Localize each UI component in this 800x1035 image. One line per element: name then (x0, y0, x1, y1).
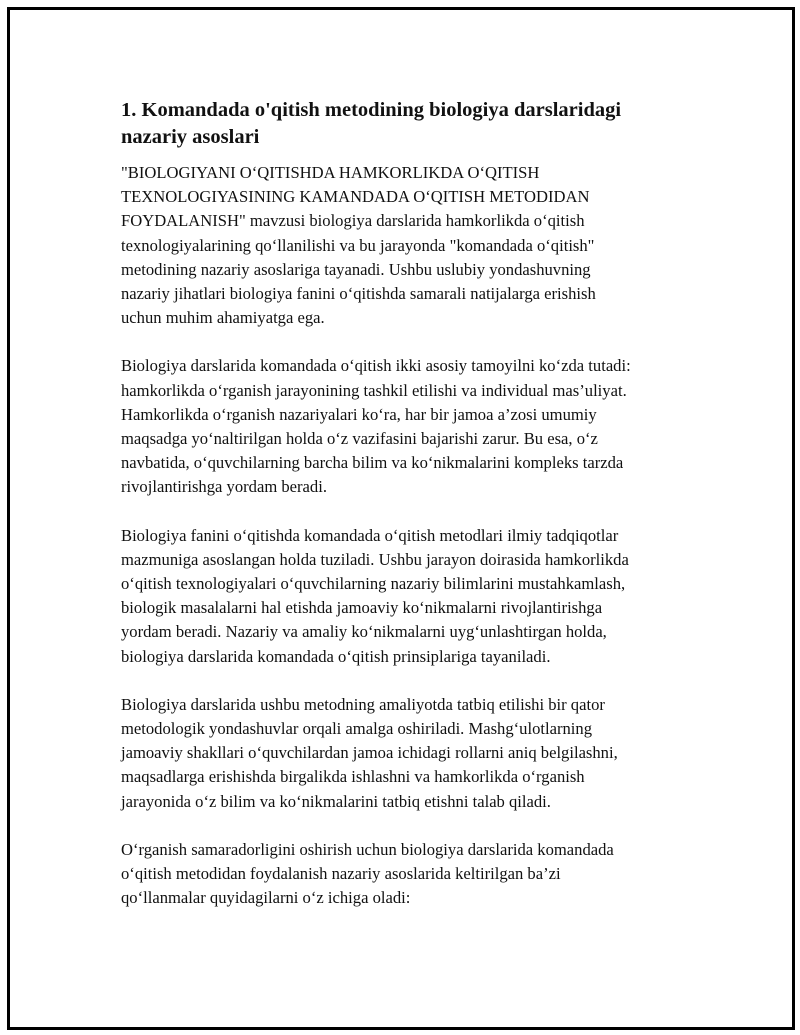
paragraph-line: rivojlantirishga yordam beradi. (121, 477, 327, 497)
paragraph (121, 161, 681, 330)
paragraph-line: biologik masalalarni hal etishda jamoaviy ko‘nikmalarni rivojlantirishga (121, 598, 603, 618)
paragraph-line: biologiya darslarida komandada o‘qitish prinsiplariga tayaniladi. (121, 646, 551, 666)
paragraph-line: maqsadga yo‘naltirilgan holda o‘z vazifasini bajarishi zarur. Bu esa, o‘z (121, 429, 598, 449)
paragraph-line: Biologiya darslarida ushbu metodning amaliyotda tatbiq etilishi bir qator (121, 694, 605, 714)
paragraph (121, 693, 681, 814)
paragraph-line: Hamkorlikda o‘rganish nazariyalari ko‘ra, har bir jamoa a’zosi umumiy (121, 404, 597, 424)
paragraph-line: mazmuniga asoslangan holda tuziladi. Ushbu jarayon doirasida hamkorlikda (121, 549, 629, 569)
heading-line: nazariy asoslari (121, 126, 260, 148)
section-heading (121, 97, 681, 151)
document-body (121, 97, 681, 934)
paragraph-line: O‘rganish samaradorligini oshirish uchun biologiya darslarida komandada (121, 839, 614, 859)
paragraph (121, 524, 681, 669)
paragraph-line: Biologiya darslarida komandada o‘qitish ikki asosiy tamoyilni ko‘zda tutadi: (121, 356, 631, 376)
paragraph-line: jamoaviy shakllari o‘quvchilardan jamoa ichidagi rollarni aniq belgilashni, (121, 743, 618, 763)
paragraph-line: nazariy jihatlari biologiya fanini o‘qitishda samarali natijalarga erishish (121, 284, 596, 304)
paragraph-line: o‘qitish texnologiyalari o‘quvchilarning nazariy bilimlarini mustahkamlash, (121, 574, 626, 594)
paragraph (121, 354, 681, 499)
paragraph-line: uchun muhim ahamiyatga ega. (121, 308, 325, 328)
paragraph-line: metodologik yondashuvlar orqali amalga oshiriladi. Mashg‘ulotlarning (121, 719, 592, 739)
paragraph-line: TEXNOLOGIYASINING KAMANDADA O‘QITISH METODIDAN (121, 187, 590, 207)
heading-line: 1. Komandada o'qitish metodining biologiya darslaridagi (121, 99, 622, 121)
paragraph-list (121, 161, 681, 910)
paragraph-line: "BIOLOGIYANI O‘QITISHDA HAMKORLIKDA O‘QITISH (121, 163, 540, 182)
paragraph-line: metodining nazariy asoslariga tayanadi. Ushbu uslubiy yondashuvning (121, 259, 591, 279)
page-frame (7, 7, 795, 1030)
paragraph-line: texnologiyalarining qo‘llanilishi va bu jarayonda "komandada o‘qitish" (121, 235, 595, 255)
paragraph-line: hamkorlikda o‘rganish jarayonining tashkil etilishi va individual mas’uliyat. (121, 380, 627, 400)
paragraph-line: jarayonida o‘z bilim va ko‘nikmalarini tatbiq etishni talab qiladi. (121, 791, 551, 811)
paragraph-line: maqsadlarga erishishda birgalikda ishlashni va hamkorlikda o‘rganish (121, 767, 585, 787)
paragraph-line: o‘qitish metodidan foydalanish nazariy asoslarida keltirilgan ba’zi (121, 864, 561, 884)
paragraph-line: yordam beradi. Nazariy va amaliy ko‘nikmalarni uyg‘unlashtirgan holda, (121, 622, 607, 642)
paragraph-line: navbatida, o‘quvchilarning barcha bilim va ko‘nikmalarini kompleks tarzda (121, 453, 624, 473)
paragraph-line: Biologiya fanini o‘qitishda komandada o‘qitish metodlari ilmiy tadqiqotlar (121, 525, 619, 545)
paragraph (121, 838, 681, 911)
paragraph-line: qo‘llanmalar quyidagilarni o‘z ichiga oladi: (121, 888, 411, 908)
paragraph-line: FOYDALANISH" mavzusi biologiya darslarida hamkorlikda o‘qitish (121, 211, 585, 231)
